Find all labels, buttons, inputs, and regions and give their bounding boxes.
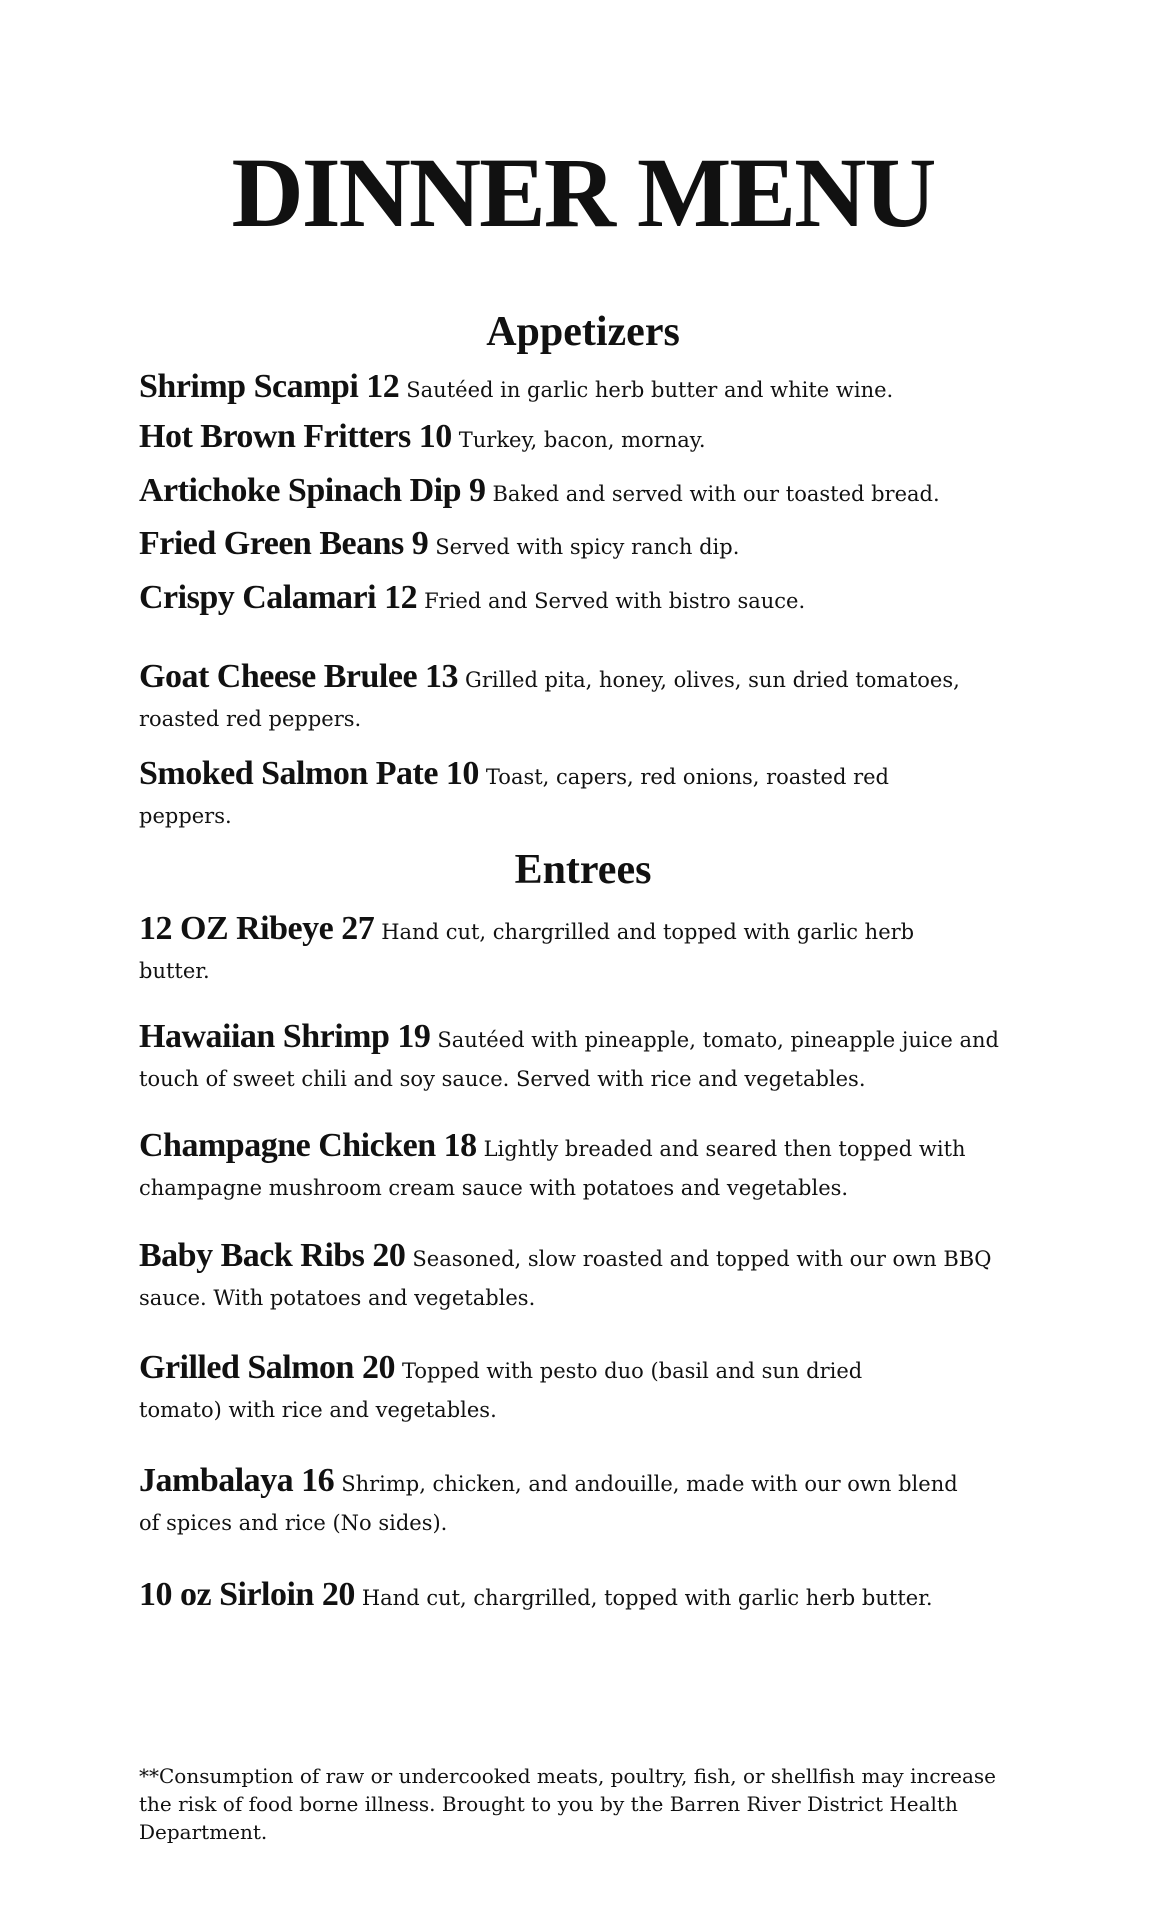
item-name: Smoked Salmon Pate 10 (139, 755, 479, 792)
item-description: Baked and served with our toasted bread. (492, 482, 940, 506)
item-description: Toast, capers, red onions, roasted red peppers. (139, 765, 889, 828)
item-description: Grilled pita, honey, olives, sun dried tomatoes, roasted red peppers. (139, 668, 960, 731)
appetizers-heading: Appetizers (486, 309, 680, 355)
item-description: Fried and Served with bistro sauce. (424, 589, 806, 613)
menu-title: DINNER MENU (231, 137, 935, 248)
menu-item (139, 525, 1019, 567)
item-description: Hand cut, chargrilled, topped with garlic herb butter. (361, 1586, 933, 1610)
menu-item (139, 579, 1019, 621)
item-name: Artichoke Spinach Dip 9 (139, 472, 486, 509)
menu-item (139, 1127, 1019, 1208)
menu-item (139, 1237, 1029, 1318)
health-disclaimer: **Consumption of raw or undercooked meats, poultry, fish, or shellfish may increase the risk of food borne illness. Brought to you by the Barren River District Health Department. (139, 1764, 996, 1844)
entrees-heading: Entrees (514, 847, 652, 893)
menu-item (139, 1462, 979, 1543)
item-name: Fried Green Beans 9 (139, 525, 429, 562)
menu-item (139, 368, 1019, 410)
item-name: Grilled Salmon 20 (139, 1349, 395, 1386)
item-name: Jambalaya 16 (139, 1462, 335, 1499)
item-description: Served with spicy ranch dip. (435, 535, 740, 559)
menu-item (139, 418, 1019, 460)
item-name: Crispy Calamari 12 (139, 579, 418, 616)
menu-item (139, 755, 929, 836)
item-description: Turkey, bacon, mornay. (458, 428, 706, 452)
item-name: Hot Brown Fritters 10 (139, 418, 452, 455)
item-description: Hand cut, chargrilled and topped with garlic herb butter. (139, 920, 915, 983)
item-description: Seasoned, slow roasted and topped with our own BBQ sauce. With potatoes and vegetables. (139, 1247, 992, 1310)
menu-item (139, 910, 949, 991)
menu-item (139, 1018, 1019, 1099)
item-name: Hawaiian Shrimp 19 (139, 1018, 431, 1055)
item-name: 12 OZ Ribeye 27 (139, 910, 375, 947)
item-name: Shrimp Scampi 12 (139, 368, 400, 405)
item-name: Baby Back Ribs 20 (139, 1237, 406, 1274)
menu-item (139, 1576, 1029, 1618)
item-name: Champagne Chicken 18 (139, 1127, 477, 1164)
item-description: Topped with pesto duo (basil and sun dried tomato) with rice and vegetables. (139, 1359, 863, 1422)
menu-item (139, 658, 999, 739)
item-name: Goat Cheese Brulee 13 (139, 658, 459, 695)
item-description: Shrimp, chicken, and andouille, made with our own blend of spices and rice (No sides). (139, 1472, 958, 1535)
item-description: Sautéed with pineapple, tomato, pineapple juice and touch of sweet chili and soy sauce. Served with rice and vegetables. (139, 1028, 999, 1091)
item-description: Lightly breaded and seared then topped with champagne mushroom cream sauce with potatoes and vegetables. (139, 1137, 966, 1200)
item-description: Sautéed in garlic herb butter and white wine. (406, 378, 894, 402)
item-name: 10 oz Sirloin 20 (139, 1576, 355, 1613)
menu-item (139, 472, 1019, 514)
menu-item (139, 1349, 929, 1430)
